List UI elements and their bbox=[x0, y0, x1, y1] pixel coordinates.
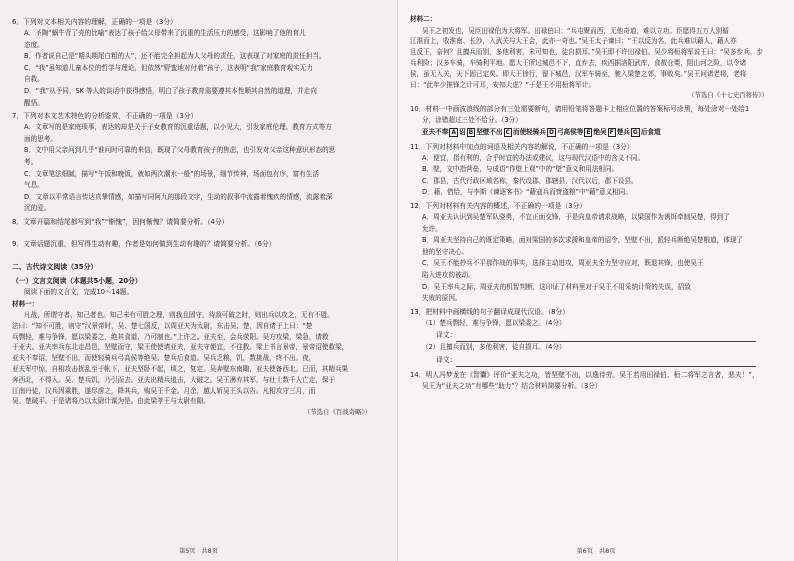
q10-seg-text: 楚兵 bbox=[616, 127, 630, 136]
material-2-line: 兵利险；汉多车骑，车骑利平地。愿大王所过城邑不下，直弃去，疾西据洛阳武库，食敖仓粟，阻山河之险，以令诸 bbox=[410, 58, 747, 67]
reading-instruction: 阅读下面的文言文，完成10～14题。 bbox=[24, 287, 134, 296]
answer-line[interactable] bbox=[456, 359, 756, 367]
q6-option: 醒悟。 bbox=[24, 98, 44, 107]
q10-mark-f[interactable]: F bbox=[609, 128, 614, 136]
q10-mark-a[interactable]: A bbox=[451, 128, 457, 136]
question-9: 9．文章话题沉重，但写得生动有趣，作者是如何做到生动有趣的？请简要分析。（6分） bbox=[12, 239, 276, 248]
question-8: 8．文章开篇和结尾都写到“我”“惭愧”，因何惭愧？请简要分析。（4分） bbox=[12, 217, 229, 226]
material-1-title: 材料一： bbox=[12, 299, 39, 308]
q10-seg-text: 弓高侯等 bbox=[556, 127, 584, 136]
q11-option: B．壁，文中指营垒，与成语“作壁上观”中的“壁”意义和用法相同。 bbox=[422, 165, 619, 174]
translation-label: 译文： bbox=[436, 355, 457, 364]
material-1-line: 江南丹徒，汉兵因乘胜，遂尽虏之，降其兵，购吴王千金。月余，越人斩吴王头以告。凡相攻守三月，而 bbox=[12, 386, 316, 395]
material-1-line: 凡战，所谓守者，知己者也。知己未有可胜之理，则我且固守，待敌可破之时，则出兵以攻之，无有不胜。 bbox=[24, 311, 334, 320]
material-1-line: 于亚夫。亚夫率兵东北走昌邑，坚壁而守，梁王使使请亚夫，亚夫守便宜，不往救。梁上书言景帝，景帝诏使救梁， bbox=[12, 343, 349, 352]
question-12-stem: 12．下列对材料有关内容的概述，不正确的一项是（3分） bbox=[410, 201, 587, 210]
q12-option: C．吴王不能抄兵不平那作战的事实，选择主动进攻，周亚夫全力坚守应对，既退其锋，也使吴王 bbox=[422, 259, 704, 268]
q13-sentence-1: （1）楚兵剽轻，难与争锋，愿以梁委之。（4分） bbox=[422, 318, 566, 327]
q10-seg-text: 后食道 bbox=[640, 127, 661, 136]
q6-option: 态度。 bbox=[24, 40, 44, 49]
q12-option: 他的坚守决心。 bbox=[422, 247, 469, 256]
q6-option: C．“我”虽知道儿童本位的哲学与理论，但依然“野蛮地对付着”孩子，这表明“我”家庭教育观实无力 bbox=[24, 63, 313, 72]
q10-mark-c[interactable]: C bbox=[505, 128, 510, 136]
q13-answer-2[interactable] bbox=[410, 354, 784, 367]
material-2-line: 且反王，奈何？且擅兵而别，多他利害，未可知也，徒自损耳。”吴王即不许田禄伯。吴少将桓将军说王曰：“吴多步兵，步 bbox=[410, 48, 763, 57]
q10-seg-text: 诏 bbox=[459, 127, 466, 136]
q7-option: 考。 bbox=[24, 157, 38, 166]
q10-mark-d[interactable]: D bbox=[548, 128, 554, 136]
subsection-heading: （一）文言文阅读（本题共5小题，20分） bbox=[12, 276, 142, 285]
question-14-line-2: 吴王为“亚夫之功”有哪些“助力”？结合材料简要分析。（3分） bbox=[422, 381, 602, 390]
q7-option: D．文章以平常语言传达真挚情感，如描写同阿九的那段文字，生动的叙事中流露着愧疚的情感，流露着深 bbox=[24, 192, 333, 201]
q11-option: D．藉，借给，与李斯《谏逐客书》“藉寇兵而赍盗粮”中“藉”意义相同。 bbox=[422, 188, 632, 197]
q10-seg-text: 坚壁不出 bbox=[476, 127, 503, 136]
material-2-line: 侯，虽无入关，天下固已定矣。即大王徐行，留下城邑，汉军车骑至，驰入梁楚之郊，事败矣。”吴王问诸老将，老将 bbox=[410, 69, 747, 78]
material-2-line: 曰：“此年少推锋之计可耳，安知大虑？”于是王不用桓将军计。 bbox=[410, 80, 595, 89]
q12-option: 陷入进攻的被动。 bbox=[422, 270, 475, 279]
q7-option: 沉的爱。 bbox=[24, 204, 51, 213]
q10-seg-text: 亚夫不奉 bbox=[422, 127, 449, 136]
q10-segmentation-line bbox=[410, 127, 784, 139]
q12-option: 失败的原因。 bbox=[422, 294, 462, 303]
q7-option: A．文章写的是家庭琐事，表达的却是关于子女教育的沉重话题，以小见大，引发家庭伦理、教育方式等方 bbox=[24, 123, 332, 132]
q11-option: A．便宜，指有利的，合乎时宜的办法或建议，这与现代汉语中的含义不同。 bbox=[422, 153, 645, 162]
material-1-line: 兵剽轻，难与争锋，愿以梁委之，绝其食道，乃可制也。”上许之。亚夫至，会兵荥阳。吴方攻梁，梁急，请救 bbox=[12, 332, 329, 341]
q6-option: D．“我”从予同、SK 等人的谈话中获得感悟，明白了孩子教育需要遵其本性顺其自然的道理，并走向 bbox=[24, 86, 317, 95]
translation-label: 译文： bbox=[436, 331, 457, 340]
material-2-line: 江淮而上，收淮南、长沙，入武关与大王会，此亦一奇也。”吴王太子谏曰：“王以反为名，此兵难以藉人，藉人亦 bbox=[410, 37, 737, 46]
q10-seg-text: 绝吴 bbox=[593, 127, 607, 136]
question-14-line-1: 14．明人冯梦龙在《智囊》评价“亚夫之功，皆坚壁不出，以逸待劳。吴王若用田禄伯、桓二将军之言者，悲夫！”， bbox=[410, 370, 759, 379]
q13-sentence-2: （2）且擅兵而别，多他利害，徒自损耳。（4分） bbox=[422, 343, 566, 352]
material-1-line: 法曰：“知不可胜，则守”汉景帝时，吴、楚七国反，以周亚夫为太尉，东击吴、楚，因自请于上曰：“楚 bbox=[12, 321, 313, 330]
q10-seg-text: 而使轻骑兵 bbox=[512, 127, 546, 136]
q7-option: 气息。 bbox=[24, 181, 44, 190]
q11-option: C．郡县，古代行政区域名称，秦代设郡，郡辖县，汉代以后，郡下设县。 bbox=[422, 176, 638, 185]
material-2-source: （节选自《十七史百将传》） bbox=[688, 91, 768, 100]
material-1-line: 奔西北，不得入。吴、楚兵饥，乃引而去。亚夫出精兵追击，大破之。吴王濞弃其军，与壮士数千人亡走，保于 bbox=[12, 375, 336, 384]
q12-option: A．周亚夫认识到吴楚军队骁勇，不宜正面交锋，于是向皇帝请求战略，以梁国作为诱饵牵制吴楚，得到了 bbox=[422, 212, 730, 221]
q6-option: A．圣陶“蜗牛背了壳的比喻”表达了孩子给父母带来了沉重的生活压力的感受，这影响了他的育儿 bbox=[24, 29, 306, 37]
material-2-title: 材料二： bbox=[410, 15, 437, 23]
material-1-line: 亚夫军中惊，自相攻击扰乱至于帐下，亚夫坚卧不起，顷之，复定。吴奔壁东南陬，亚夫使备西北。已而，其精兵果 bbox=[12, 365, 349, 374]
q6-option: B．作者说自己是“期头期尾白粗的人”，还不能完全担起为人父母的责任，这表现了对家庭的责任担当。 bbox=[24, 52, 326, 61]
q12-option: 允许。 bbox=[422, 224, 442, 233]
q7-option: B．文中用父亲问到几乎“谁问时可靠的来信，既现了父母教育孩子的焦虑，也引发对父亲这种意识形态的思 bbox=[24, 146, 336, 155]
material-2-line: 吴王之初发也，吴臣田禄伯为大将军。田禄伯曰：“兵屯聚而西，无他奇道，难以立功。臣愿得五万人别循 bbox=[422, 26, 729, 35]
material-1-source: （节选自《百战奇略》） bbox=[303, 408, 371, 417]
q7-option: C．文章笔法细腻，描写“午饭和晚饭，就如两次潮水一般”的场景，细节传神，场面包有序，富有生活 bbox=[24, 169, 319, 178]
material-1-line: 吴、楚破平。于是诸将乃以太尉计谋为是。由此梁孝王与太尉有隙。 bbox=[12, 397, 210, 406]
answer-line[interactable] bbox=[456, 334, 756, 342]
question-11-stem: 11．下列对材料中加点的词语及相关内容的解说，不正确的一项是（3分） bbox=[410, 142, 634, 151]
material-1-line: 亚夫不奉诏，坚壁不出，而使轻骑兵弓高侯等绝吴、楚兵后食道。吴兵乏粮，饥，数挑战，终不出。夜， bbox=[12, 354, 316, 363]
q13-answer-1[interactable] bbox=[410, 329, 784, 342]
question-7-stem: 7．下列对本文艺术特色的分析鉴赏，不正确的一项是（3分） bbox=[12, 112, 198, 121]
question-10-stem: 10．材料一中画波浪线的部分有三处需要断句，请用铅笔将答题卡上相应位置的答案标号涂黑，每处涂对一处给1 bbox=[410, 105, 750, 114]
question-10-stem-cont: 分，涂错超过三处不给分。（3分） bbox=[422, 116, 522, 125]
q12-option: D．吴王率兵之际，周亚夫的机智判断，这印证了材料里对于吴王不用采纳计策的失误，招致 bbox=[422, 282, 691, 291]
q10-mark-e[interactable]: E bbox=[586, 128, 591, 136]
right-page bbox=[397, 0, 794, 561]
q6-option: 自救。 bbox=[24, 75, 44, 84]
q10-mark-g[interactable]: G bbox=[632, 128, 638, 136]
question-6-stem: 6．下列对文本相关内容的理解，正确的一项是（3分） bbox=[12, 18, 177, 26]
q10-mark-b[interactable]: B bbox=[468, 128, 474, 136]
q12-option: B．周亚夫坚持自己的既定策略，面对梁国的多次求援和皇帝的诏令，坚壁不出，派轻兵断绝吴楚粮道，体现了 bbox=[422, 236, 744, 245]
question-13-stem: 13．把材料中画横线的句子翻译成现代汉语。（8分） bbox=[410, 307, 570, 316]
q7-option: 面的思考。 bbox=[24, 134, 57, 143]
page-footer-left: 第5页 共8页 bbox=[179, 548, 218, 555]
page-footer-right: 第6页 共8页 bbox=[576, 548, 616, 555]
section-heading: 二、古代诗文阅读（35分） bbox=[12, 262, 98, 271]
